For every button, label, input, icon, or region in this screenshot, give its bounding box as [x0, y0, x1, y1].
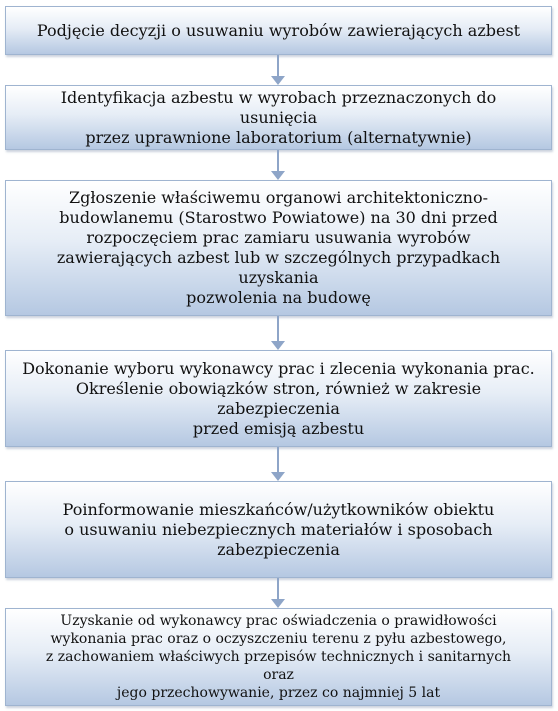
- step-2-identification-box: [5, 85, 552, 150]
- step-3-notification-box: [5, 180, 552, 316]
- step-6-line: jego przechowywanie, przez co najmniej 5 lat: [116, 685, 441, 701]
- arrow-5-down-icon: [271, 578, 285, 608]
- step-6-line: wykonania prac oraz o oczyszczeniu terenu z pyłu azbestowego,: [50, 631, 507, 647]
- step-2-line: Identyfikacja azbestu w wyrobach przeznaczonych do usunięcia: [60, 87, 497, 127]
- arrow-2-down-icon: [271, 150, 285, 180]
- step-3-text: [26, 188, 531, 308]
- step-5-inform-residents-box: [5, 481, 552, 578]
- step-5-line: zabezpieczenia: [217, 539, 340, 559]
- step-2-line: przez uprawnione laboratorium (alternatywnie): [85, 127, 472, 147]
- step-4-line: Dokonanie wyboru wykonawcy prac i zlecenia wykonania prac.: [22, 358, 535, 378]
- arrow-1-down-icon: [271, 55, 285, 85]
- step-6-line: z zachowaniem właściwych przepisów technicznych i sanitarnych oraz: [45, 649, 512, 683]
- step-3-line: pozwolenia na budowę: [186, 288, 371, 307]
- step-6-declaration-box: [5, 608, 552, 706]
- step-5-line: Poinformowanie mieszkańców/użytkowników obiektu: [62, 499, 495, 519]
- step-4-line: Określenie obowiązków stron, również w zakresie zabezpieczenia: [75, 378, 482, 418]
- step-5-text: [63, 500, 495, 560]
- step-4-line: przed emisją azbestu: [192, 418, 365, 438]
- step-5-line: o usuwaniu niebezpiecznych materiałów i sposobach: [64, 519, 493, 539]
- step-3-line: rozpoczęciem prac zamiaru usuwania wyrobów: [86, 228, 471, 247]
- step-3-line: Zgłoszenie właściwemu organowi architektoniczno-: [69, 188, 488, 207]
- step-1-decision-box: [5, 6, 552, 55]
- step-6-text: [36, 612, 521, 702]
- arrow-3-down-icon: [271, 316, 285, 350]
- step-3-line: zawierających azbest lub w szczególnych przypadkach uzyskania: [56, 248, 501, 287]
- step-3-line: budowlanemu (Starostwo Powiatowe) na 30 dni przed: [59, 208, 498, 227]
- arrow-4-down-icon: [271, 447, 285, 481]
- step-2-text: [20, 88, 537, 148]
- step-4-contractor-box: [5, 350, 552, 447]
- step-6-line: Uzyskanie od wykonawcy prac oświadczenia o prawidłowości: [60, 613, 497, 629]
- step-4-text: [16, 359, 541, 439]
- step-1-text: [37, 21, 520, 41]
- step-1-line: Podjęcie decyzji o usuwaniu wyrobów zawierających azbest: [36, 20, 521, 40]
